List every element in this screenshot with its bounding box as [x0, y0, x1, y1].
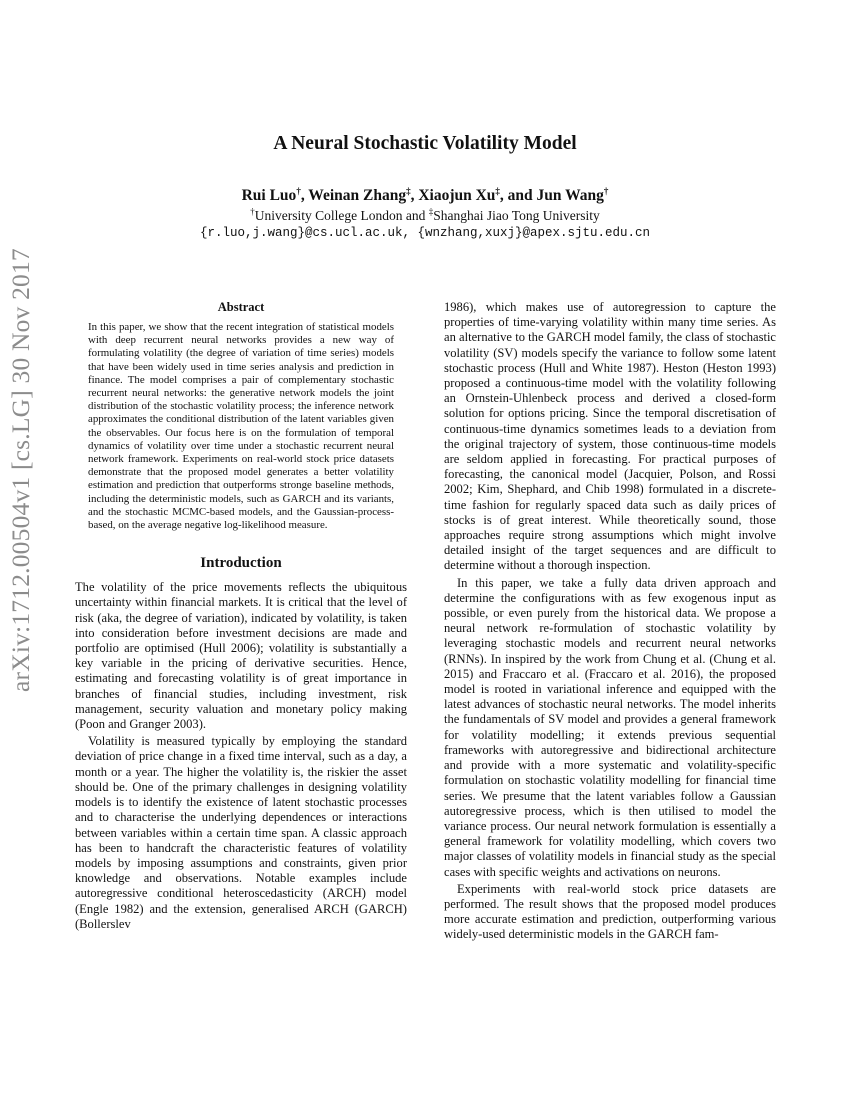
affiliation-mark: †	[296, 185, 301, 196]
arxiv-id-text: arXiv:1712.00504v1 [cs.LG] 30 Nov 2017	[6, 248, 35, 692]
institution: University College London and	[254, 208, 429, 223]
right-column	[444, 300, 776, 943]
affiliation-mark: ‡	[495, 185, 500, 196]
abstract-text: In this paper, we show that the recent integration of statistical models with deep recurrent neural networks provides a new way of formulating volatility (the degree of variation of time series) models that have been widely used in time series analysis and prediction in finance. The model comprises a pair of complementary stochastic recurrent neural networks: the generative network models the joint distribution of the stochastic volatility process; the inference network approximates the conditional distribution of the latent variables given the observables. Our focus here is on the formulation of temporal dynamics of volatility over time under a stochastic recurrent neural network framework. Experiments on real-world stock price datasets demonstrate that the proposed model generates a better volatility estimation and prediction that outperforms stronge baseline methods, including the deterministic models, such as GARCH and its variants, and the stochastic MCMC-based models, and the Gaussian-process-based, on the average negative log-likelihood measure.	[88, 321, 394, 532]
affiliation-mark: ‡	[406, 185, 411, 196]
right-paragraph-1: 1986), which makes use of autoregression to capture the properties of time-varying volatility within many time series. As an alternative to the GARCH model family, the class of stochastic volatility (SV) models specify the variance to follow some latent stochastic process (Hull and White 1987). Heston (Heston 1993) proposed a continuous-time model with the volatility following an Ornstein-Uhlenbeck process and derived a closed-form solution for options pricing. Since the temporal discretisation of continuous-time dynamics sometimes leads to a deviation from the original trajectory of system, those continuous-time models are seldom applied in forecasting. For practical purposes of forecasting, the canonical model (Jacquier, Polson, and Rossi 2002; Kim, Shephard, and Chib 1998) formulated in a discrete-time fashion for regularly spaced data such as daily prices of stocks is of great interest. While theoretically sound, those approaches require strong assumptions which might involve detailed insight of the target sequences and are difficult to determine without a thorough inspection.	[444, 300, 776, 573]
author-name: Weinan Zhang	[308, 187, 407, 204]
affiliation-mark: ‡	[428, 206, 434, 217]
introduction-heading: Introduction	[200, 555, 282, 572]
right-paragraph-2: In this paper, we take a fully data driven approach and determine the configurations with as few exogenous input as possible, or even purely from the historical data. We propose a neural network re-formulation of stochastic volatility by leveraging stochastic models and recurrent neural networks (RNNs). In inspired by the work from Chung et al. (Chung et al. 2015) and Fraccaro et al. (Fraccaro et al. 2016), the proposed model is rooted in variational inference and equipped with the latest advances of stochastic neural networks. The model inherits the fundamentals of SV model and provides a general framework for volatility modelling; it extends previous sequential frameworks with autoregressive and bidirectional architecture and provide with a more systematic and volatility-specific formulation on stochastic volatility modelling for financial time series. We presume that the latent variables follow a Gaussian autoregressive process, which is then utilised to model the variance process. Our neural network formulation is essentially a general framework for volatility modelling, which covers two major classes of volatility models in financial study as the special cases with specific weights and activations on neurons.	[444, 575, 776, 879]
affiliation-mark: †	[603, 185, 609, 196]
author-name: Jun Wang	[536, 187, 604, 204]
author-name: Rui Luo	[241, 187, 297, 204]
author-separator: , and	[499, 187, 537, 204]
paper-title: A Neural Stochastic Volatility Model	[273, 133, 577, 154]
intro-paragraph-1: The volatility of the price movements reflects the ubiquitous uncertainty within financial markets. It is critical that the level of risk (aka, the degree of variation), indicated by volatility, is taken into consideration before investment decisions are made and portfolio are optimised (Hull 2006); volatility is substantially a key variable in the pricing of derivative securities. Hence, estimating and forecasting volatility is of great importance in branches of financial studies, including investment, risk management, security valuation and monetary policy making (Poon and Granger 2003).	[75, 580, 407, 732]
author-separator: ,	[300, 187, 309, 204]
author-separator: ,	[410, 187, 419, 204]
institution: Shanghai Jiao Tong University	[433, 208, 600, 223]
author-list	[0, 187, 850, 205]
right-paragraph-3: Experiments with real-world stock price datasets are performed. The result shows that the proposed model produces more accurate estimation and prediction, outperforming various widely-used deterministic models in the GARCH fam-	[444, 881, 776, 942]
affiliations	[0, 208, 850, 224]
affiliation-mark: †	[250, 206, 255, 217]
abstract-heading: Abstract	[217, 300, 265, 314]
intro-paragraph-2: Volatility is measured typically by employing the standard deviation of price change in a fixed time interval, such as a day, a month or a year. The higher the volatility is, the riskier the asset should be. One of the primary challenges in designing volatility models is to identify the existence of latent stochastic processes and to characterise the underlying dependences or interactions between variables within a certain time span. A classic approach has been to handcraft the characteristic features of volatility models by imposing assumptions and constraints, given prior knowledge and observations. Notable examples include autoregressive conditional heteroscedasticity (ARCH) model (Engle 1982) and the extension, generalised ARCH (GARCH) (Bollerslev	[75, 734, 407, 931]
author-emails: {r.luo,j.wang}@cs.ucl.ac.uk, {wnzhang,xuxj}@apex.sjtu.edu.cn	[199, 226, 651, 240]
left-column	[75, 300, 407, 932]
author-name: Xiaojun Xu	[418, 187, 496, 204]
